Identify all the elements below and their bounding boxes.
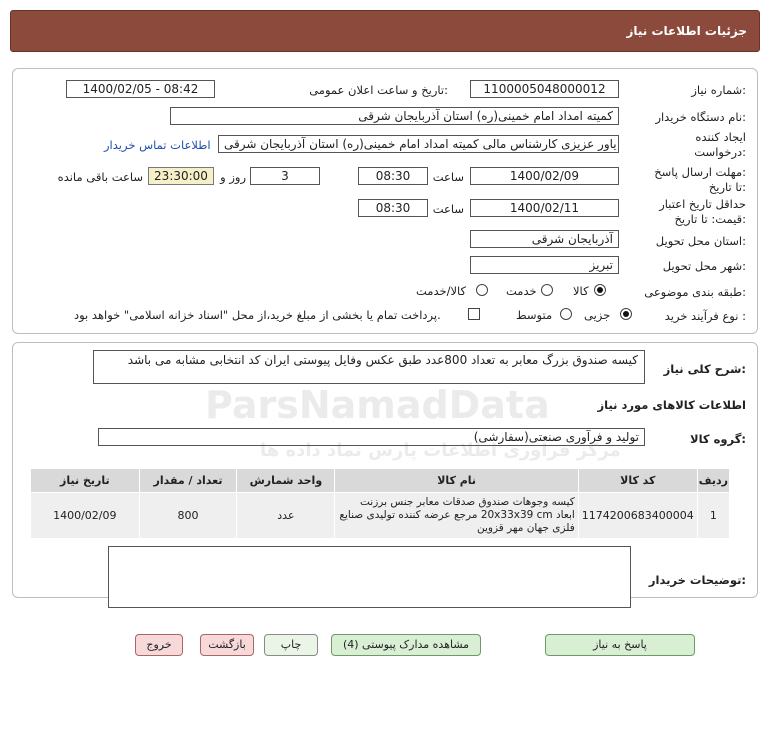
creator-label-line1: ایجاد کننده	[695, 130, 746, 144]
col-unit: واحد شمارش	[237, 469, 335, 493]
print-button[interactable]: چاپ	[264, 634, 318, 656]
reply-time-label: ساعت	[432, 170, 464, 184]
row-qty: 800	[139, 493, 237, 539]
process-medium-label: متوسط	[516, 308, 553, 322]
need-number-label: شماره نیاز:	[691, 83, 746, 97]
announce-field: 1400/02/05 - 08:42	[66, 80, 215, 98]
page-header	[10, 10, 760, 52]
col-date: تاریخ نیاز	[31, 469, 140, 493]
process-medium-radio[interactable]	[560, 308, 572, 320]
view-attachments-button[interactable]: مشاهده مدارک پیوستی (4)	[331, 634, 481, 656]
category-service-label: خدمت	[506, 284, 537, 298]
back-button[interactable]: بازگشت	[200, 634, 254, 656]
city-field: تبریز	[470, 256, 619, 274]
category-goods-service-label: کالا/خدمت	[416, 284, 467, 298]
reply-deadline-label-line1: مهلت ارسال پاسخ:	[654, 165, 746, 179]
col-qty: تعداد / مقدار	[139, 469, 237, 493]
treasury-payment-checkbox[interactable]	[468, 308, 480, 320]
col-code: کد کالا	[578, 469, 697, 493]
buyer-field: کمیته امداد امام خمینی(ره) استان آذربایجان شرقی	[170, 107, 619, 125]
province-field: آذربایجان شرقی	[470, 230, 619, 248]
announce-label: تاریخ و ساعت اعلان عمومی:	[309, 83, 448, 97]
goods-section-title: اطلاعات کالاهای مورد نیاز	[597, 398, 746, 412]
goods-group-label: گروه کالا:	[690, 432, 746, 446]
creator-field: یاور عزیزی کارشناس مالی کمیته امداد امام خمینی(ره) استان آذربایجان شرقی	[218, 135, 619, 153]
reply-time-field: 08:30	[358, 167, 428, 185]
process-minor-label: جزیی	[584, 308, 611, 322]
page-title: جزئیات اطلاعات نیاز	[626, 24, 747, 38]
validity-time-label: ساعت	[432, 202, 464, 216]
table-row	[31, 493, 730, 539]
reply-date-field: 1400/02/09	[470, 167, 619, 185]
creator-label-line2: درخواست:	[694, 145, 746, 159]
validity-label-line1: حداقل تاریخ اعتبار	[659, 197, 746, 211]
category-label: طبقه بندی موضوعی:	[644, 285, 746, 299]
process-type-label: نوع فرآیند خرید :	[664, 309, 746, 323]
days-remaining-field: 3	[250, 167, 320, 185]
buyer-notes-field	[108, 546, 631, 608]
col-index: ردیف	[697, 469, 729, 493]
category-service-radio[interactable]	[541, 284, 553, 296]
remaining-label: ساعت باقی مانده	[57, 170, 143, 184]
remaining-timer: 23:30:00	[148, 167, 214, 185]
reply-button[interactable]: پاسخ به نیاز	[545, 634, 695, 656]
row-date: 1400/02/09	[31, 493, 140, 539]
category-goods-radio[interactable]	[594, 284, 606, 296]
reply-deadline-label-line2: تا تاریخ:	[708, 180, 746, 194]
province-label: استان محل تحویل:	[655, 234, 746, 248]
validity-date-field: 1400/02/11	[470, 199, 619, 217]
col-name: نام کالا	[335, 469, 578, 493]
buyer-notes-label: توضیحات خریدار:	[648, 573, 746, 587]
row-index: 1	[697, 493, 729, 539]
goods-group-field: تولید و فرآوری صنعتی(سفارشی)	[98, 428, 645, 446]
validity-time-field: 08:30	[358, 199, 428, 217]
row-name: کیسه وجوهات صندوق صدقات معابر جنس برزنت ابعاد 20x33x39 cm مرجع عرضه کننده تولیدی صنایع فلزی جهان مهر قزوین	[335, 493, 578, 539]
buyer-label: نام دستگاه خریدار:	[655, 110, 746, 124]
days-label: روز و	[220, 170, 246, 184]
category-goods-label: کالا	[573, 284, 589, 298]
validity-label-line2: قیمت: تا تاریخ:	[674, 212, 746, 226]
treasury-payment-note: پرداخت تمام یا بخشی از مبلغ خرید،از محل "اسناد خزانه اسلامی" خواهد بود.	[74, 308, 441, 322]
row-unit: عدد	[237, 493, 335, 539]
description-field: کیسه صندوق بزرگ معابر به تعداد 800عدد طبق عکس وفایل پیوستی ایران کد انتخابی مشابه می باشد	[93, 350, 645, 384]
exit-button[interactable]: خروج	[135, 634, 183, 656]
need-number-field: 1100005048000012	[470, 80, 619, 98]
row-code: 1174200683400004	[578, 493, 697, 539]
city-label: شهر محل تحویل:	[662, 259, 746, 273]
category-goods-service-radio[interactable]	[476, 284, 488, 296]
goods-table	[30, 468, 730, 539]
buyer-contact-link[interactable]: اطلاعات تماس خریدار	[104, 138, 211, 152]
description-label: شرح کلی نیاز:	[663, 362, 746, 376]
process-minor-radio[interactable]	[620, 308, 632, 320]
goods-table-header	[31, 469, 730, 493]
